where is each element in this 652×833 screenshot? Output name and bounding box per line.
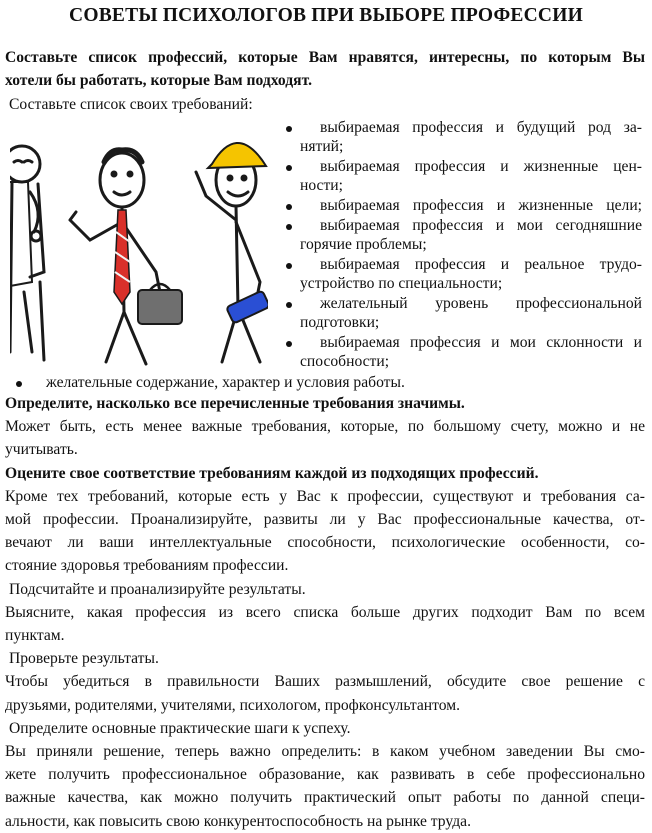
- bullet-dot: [16, 381, 22, 387]
- list-item: выбираемая профессия и жизненные цен-: [320, 158, 642, 175]
- list-item-continuation: нятий;: [300, 138, 344, 155]
- paragraph-line: Проверьте результаты.: [9, 650, 159, 668]
- bullet-dot: [286, 224, 292, 230]
- briefcase: [138, 290, 182, 324]
- bullet-dot: [286, 263, 292, 269]
- list-item-continuation: горячие проблемы;: [300, 236, 427, 253]
- list-item: выбираемая профессия и мои сегодняшние: [320, 217, 642, 234]
- paragraph-line: вечают ли ваши интеллектуальные способности, психологические особенности, со-: [5, 534, 645, 552]
- list-item: желательный уровень профессиональной: [320, 295, 642, 312]
- list-item: выбираемая профессия и жизненные цели;: [320, 197, 642, 214]
- bullet-dot: [286, 341, 292, 347]
- paragraph-line: друзьями, родителями, учителями, психологом, профконсультантом.: [5, 696, 460, 714]
- worker-figure: [196, 154, 260, 362]
- stick-figures-illustration: [10, 122, 268, 370]
- list-item: выбираемая профессия и реальное трудо-: [320, 256, 642, 273]
- list-item: выбираемая профессия и мои склонности и: [320, 334, 642, 351]
- list-item-continuation: способности;: [300, 353, 390, 370]
- list-item-continuation: подготовки;: [300, 314, 380, 331]
- yellow-helmet: [208, 143, 266, 168]
- bullet-dot: [286, 204, 292, 210]
- paragraph-line: Чтобы убедиться в правильности Ваших размышлений, обсудите свое решение с: [5, 673, 645, 691]
- paragraph-line: Вы приняли решение, теперь важно определить: в каком учебном заведении Вы смо-: [5, 743, 645, 760]
- intro-line-1: Составьте список профессий, которые Вам нравятся, интересны, по которым Вы: [5, 49, 645, 66]
- section-heading: Определите, насколько все перечисленные требования значимы.: [5, 395, 465, 412]
- paragraph-line: мой профессии. Проанализируйте, развиты ли у Вас профессиональные качества, от-: [5, 511, 645, 528]
- list-item-continuation: ности;: [300, 177, 343, 194]
- list-item-last: желательные содержание, характер и условия работы.: [46, 374, 405, 391]
- paragraph-line: альности, как повысить свою конкурентоспособность на рынке труда.: [5, 812, 471, 830]
- bullet-dot: [286, 302, 292, 308]
- paragraph-line: Выясните, какая профессия из всего списка больше других подходит Вам по всем: [5, 603, 645, 621]
- section-heading: Оцените свое соответствие требованиям каждой из подходящих профессий.: [5, 464, 539, 482]
- page-title: СОВЕТЫ ПСИХОЛОГОВ ПРИ ВЫБОРЕ ПРОФЕССИИ: [69, 5, 583, 26]
- list-item-continuation: устройство по специальности;: [300, 275, 503, 292]
- paragraph-line: учитывать.: [5, 441, 78, 459]
- doctor-figure: [10, 146, 44, 360]
- paragraph-line: Может быть, есть менее важные требования, которые, по большому счету, можно и не: [5, 418, 645, 436]
- paragraph-line: Кроме тех требований, которые есть у Вас к профессии, существуют и требования са-: [5, 487, 645, 505]
- paragraph-line: важные качества, как можно получить практический опыт работы по данной специ-: [5, 789, 645, 807]
- bullet-dot: [286, 126, 292, 132]
- list-item: выбираемая профессия и будущий род за-: [320, 119, 642, 136]
- paragraph-line: жете получить профессиональное образование, как развивать в себе профессионально: [5, 766, 645, 784]
- blue-tube: [226, 290, 268, 323]
- paragraph-line: Определите основные практические шаги к успеху.: [9, 719, 351, 737]
- paragraph-line: Подсчитайте и проанализируйте результаты.: [9, 580, 306, 598]
- paragraph-line: пунктам.: [5, 627, 65, 644]
- requirements-intro: Составьте список своих требований:: [9, 96, 253, 113]
- bullet-dot: [286, 165, 292, 171]
- intro-line-2: хотели бы работать, которые Вам подходят.: [5, 72, 312, 89]
- paragraph-line: стояние здоровья требованиям профессии.: [5, 557, 289, 575]
